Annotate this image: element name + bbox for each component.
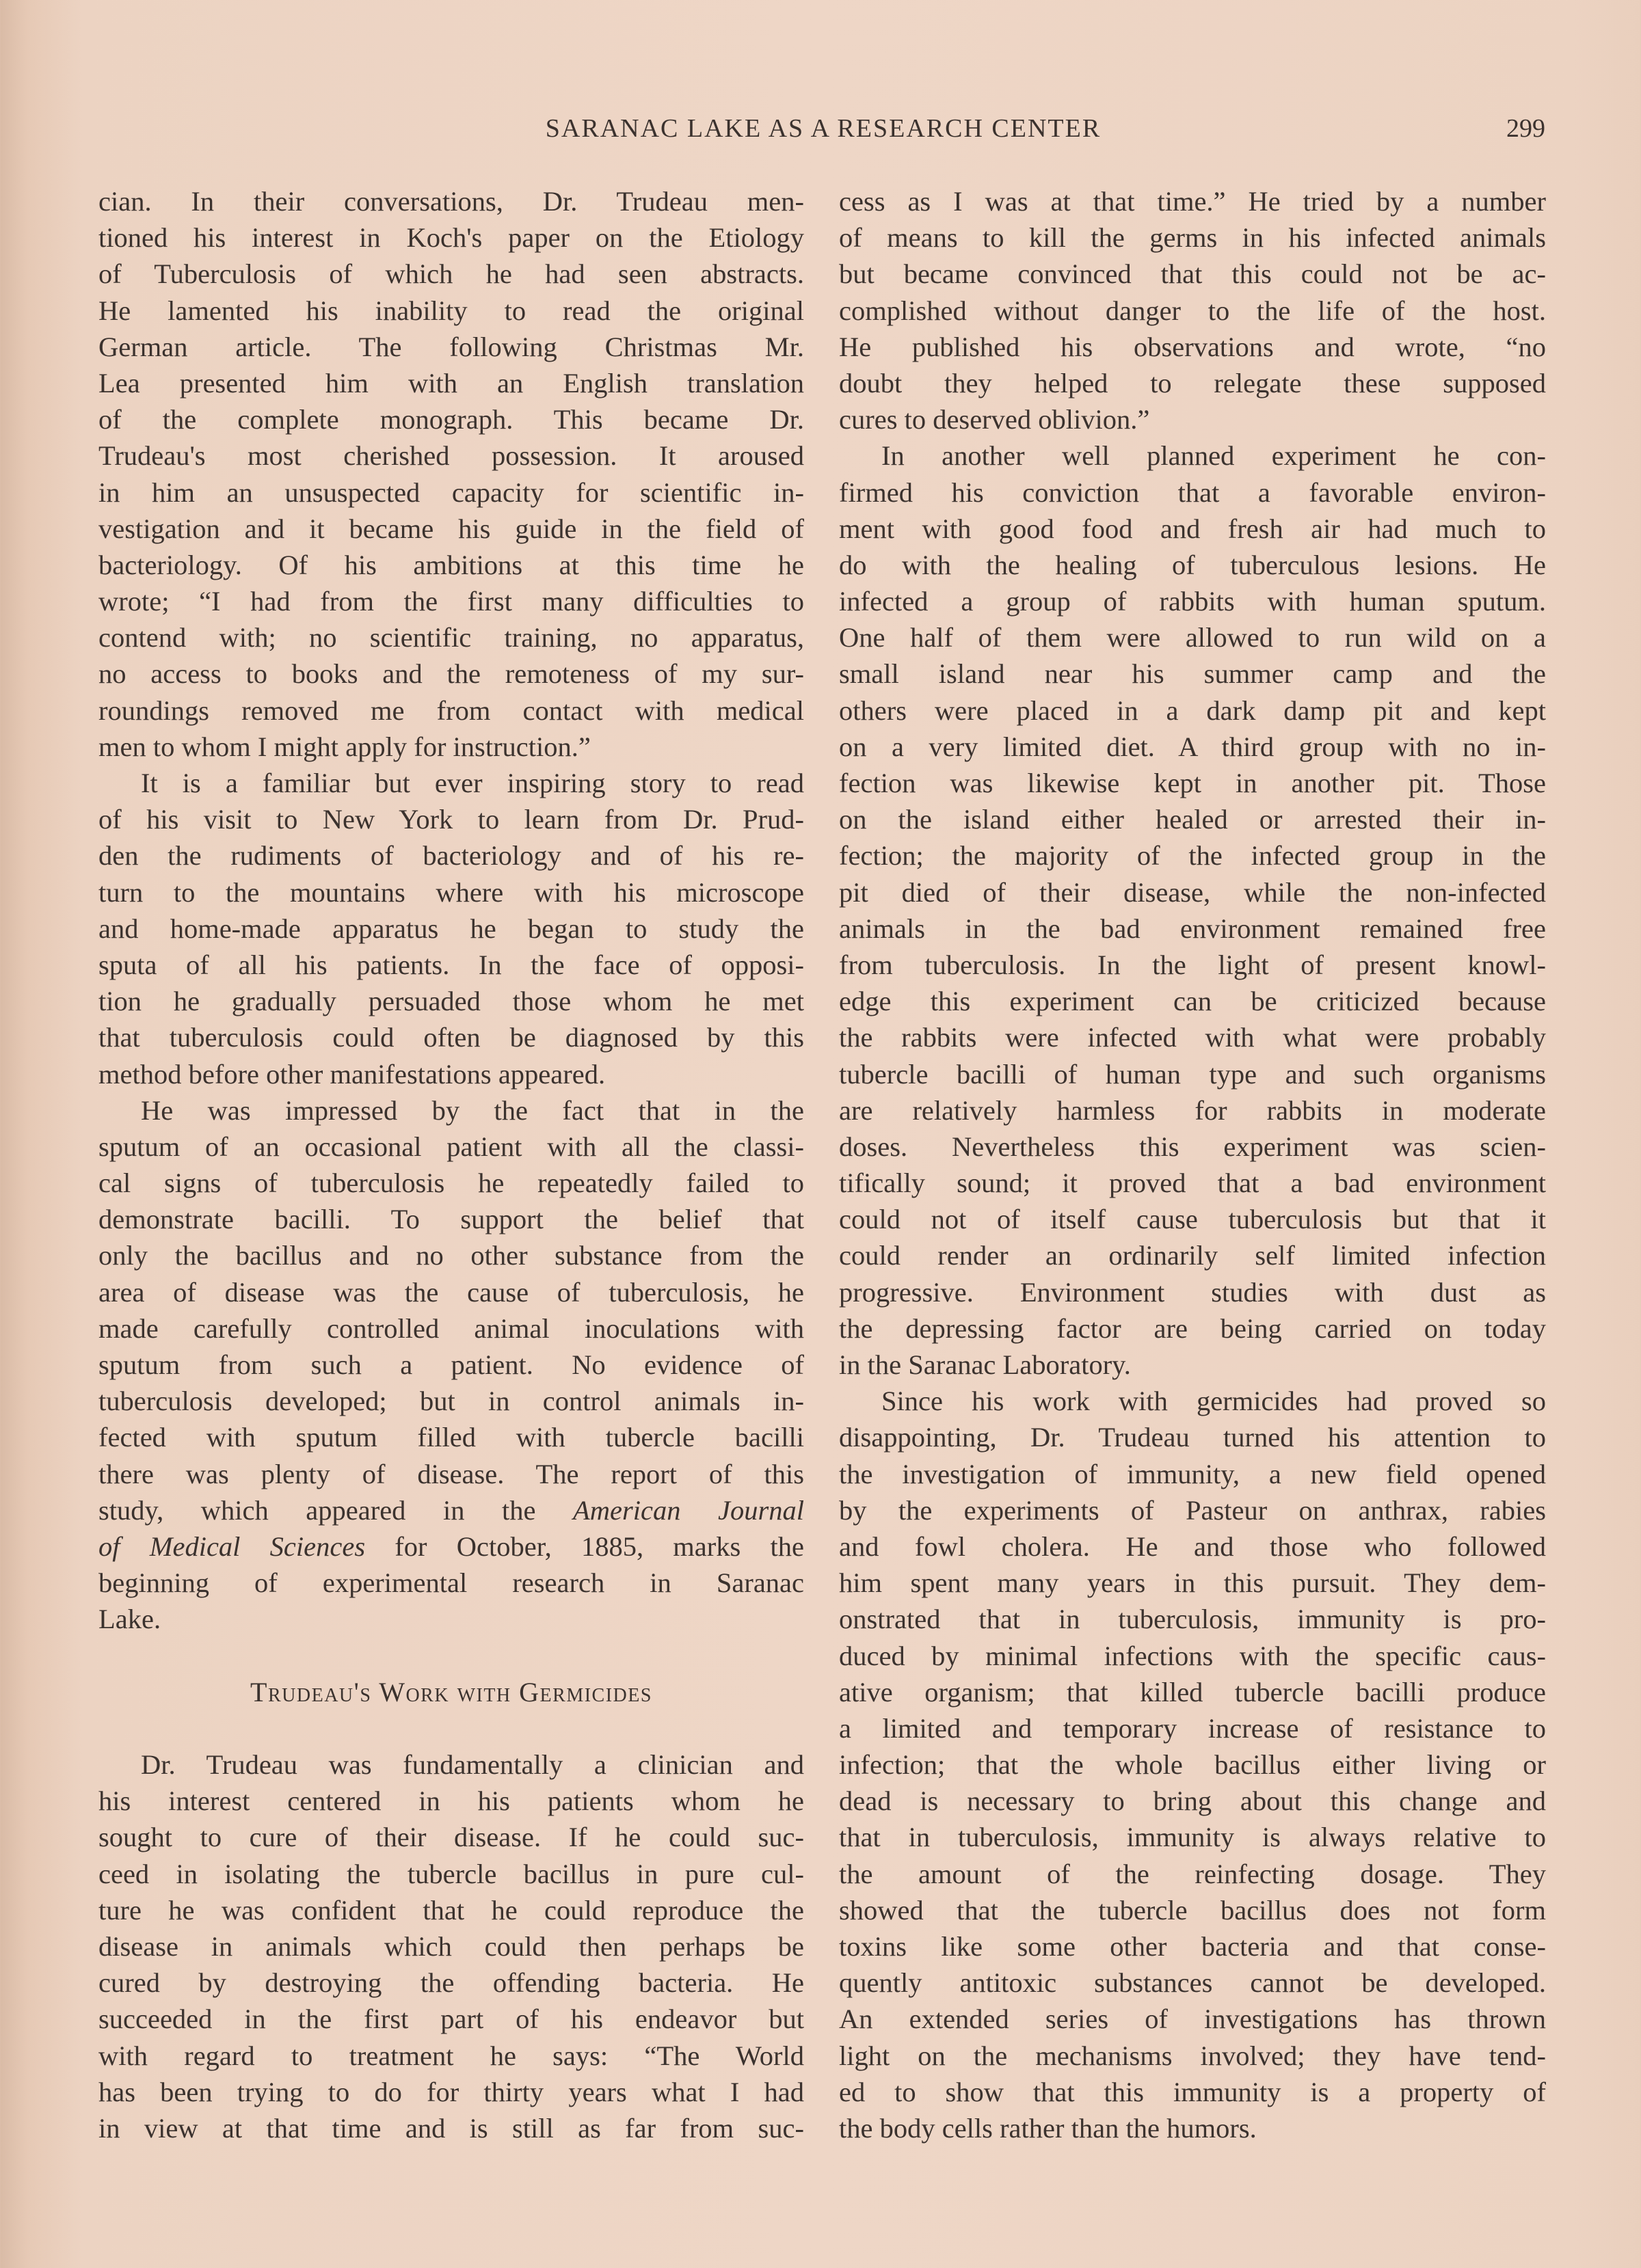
text-line: quently antitoxic substances cannot be developed. [839, 1967, 1546, 1999]
text-line [98, 1492, 804, 1528]
text-line: It is a familiar but ever inspiring story to read [141, 768, 804, 798]
text-line: edge this experiment can be criticized because [839, 986, 1546, 1017]
text-line: small island near his summer camp and the [839, 658, 1546, 690]
text-line: He was impressed by the fact that in the [141, 1094, 804, 1126]
text-line: fection; the majority of the infected group in the [839, 840, 1546, 872]
text-line: vestigation and it became his guide in the field of [98, 513, 804, 544]
text-line: cian. In their conversations, Dr. Trudeau men- [98, 186, 804, 217]
text-line: tioned his interest in Koch's paper on the Etiology [98, 222, 804, 254]
text-line: In another well planned experiment he con- [881, 440, 1546, 472]
text-line: cured by destroying the offending bacteria. He [98, 1967, 804, 1999]
text-line: den the rudiments of bacteriology and of his re- [98, 840, 804, 872]
text-line: in view at that time and is still as far from suc- [98, 2112, 804, 2144]
text-line: a limited and temporary increase of resistance to [839, 1712, 1546, 1744]
paragraph [98, 1092, 804, 1638]
text-line: beginning of experimental research in Saranac [98, 1567, 804, 1599]
text-line: of Tuberculosis of which he had seen abstracts. [98, 258, 804, 290]
text-line: fection was likewise kept in another pit. Those [839, 768, 1546, 798]
text-line: could not of itself cause tuberculosis but that it [839, 1204, 1546, 1235]
text-line: the body cells rather than the humors. [839, 2112, 1257, 2144]
section-heading: Trudeau's Work with Germicides [250, 1676, 652, 1707]
text-line: the rabbits were infected with what were probably [839, 1022, 1546, 1053]
paragraph [98, 765, 804, 1092]
text-line: doubt they helped to relegate these supposed [839, 367, 1546, 399]
text-line: fected with sputum filled with tubercle bacilli [98, 1422, 804, 1453]
text-line: cal signs of tuberculosis he repeatedly failed to [98, 1167, 804, 1199]
running-title: SARANAC LAKE AS A RESEARCH CENTER [545, 114, 1102, 143]
text-line: cess as I was at that time.” He tried by a number [839, 186, 1546, 217]
text-line: but became convinced that this could not be ac- [839, 258, 1546, 290]
text-line: sputum from such a patient. No evidence of [98, 1349, 804, 1380]
text-line: sputum of an occasional patient with all the classi- [98, 1131, 804, 1162]
text-line: progressive. Environment studies with dust as [839, 1276, 1546, 1308]
page-number: 299 [1506, 114, 1545, 143]
text-line: onstrated that in tuberculosis, immunity is pro- [839, 1604, 1546, 1635]
text-line [98, 1528, 804, 1565]
text-line: showed that the tubercle bacillus does not form [839, 1894, 1546, 1926]
italic-title: of Medical Sciences [98, 1530, 366, 1562]
text-line: ment with good food and fresh air had much to [839, 513, 1546, 544]
text-line: cures to deserved oblivion.” [839, 404, 1150, 435]
text-line: One half of them were allowed to run wild on a [839, 622, 1546, 653]
text-line: disease in animals which could then perhaps be [98, 1931, 804, 1962]
italic-title: American Journal [573, 1494, 804, 1526]
text-line: that tuberculosis could often be diagnosed by this [98, 1022, 804, 1053]
text-line: method before other manifestations appeared. [98, 1058, 606, 1090]
text-line: wrote; “I had from the first many difficulties to [98, 586, 804, 617]
text-line: pit died of their disease, while the non-infected [839, 876, 1546, 908]
text-line: He published his observations and wrote, “no [839, 331, 1546, 362]
paragraph [98, 183, 804, 765]
text-line: could render an ordinarily self limited infection [839, 1240, 1546, 1271]
text-line: Dr. Trudeau was fundamentally a clinician and [141, 1749, 804, 1781]
text-line: sputa of all his patients. In the face of opposi- [98, 949, 804, 980]
text-line: infected a group of rabbits with human sputum. [839, 586, 1546, 617]
text-line: light on the mechanisms involved; they have tend- [839, 2040, 1546, 2071]
text-line: doses. Nevertheless this experiment was scien- [839, 1131, 1546, 1162]
text-line: demonstrate bacilli. To support the belief that [98, 1204, 804, 1235]
text-line: only the bacillus and no other substance from the [98, 1240, 804, 1271]
text-line: do with the healing of tuberculous lesions. He [839, 549, 1546, 580]
text-line: toxins like some other bacteria and that conse- [839, 1931, 1546, 1962]
text-line: disappointing, Dr. Trudeau turned his attention to [839, 1422, 1546, 1453]
text-line: the amount of the reinfecting dosage. They [839, 1858, 1546, 1889]
text-line: contend with; no scientific training, no apparatus, [98, 622, 804, 653]
text-line: firmed his conviction that a favorable environ- [839, 476, 1546, 508]
text-line: in the Saranac Laboratory. [839, 1349, 1131, 1380]
text-line: and home-made apparatus he began to study the [98, 913, 804, 944]
text-segment: for October, 1885, marks the [365, 1530, 804, 1562]
paragraph [98, 1746, 804, 2146]
text-line: his interest centered in his patients whom he [98, 1785, 804, 1817]
text-line: of his visit to New York to learn from Dr. Prud- [98, 804, 804, 835]
text-line: tubercle bacilli of human type and such organisms [839, 1058, 1546, 1090]
text-line: no access to books and the remoteness of my sur- [98, 658, 804, 690]
text-line: sought to cure of their disease. If he could suc- [98, 1822, 804, 1853]
left-column [98, 183, 804, 2146]
paragraph [839, 437, 1546, 1383]
text-line: tifically sound; it proved that a bad environment [839, 1167, 1546, 1199]
text-line: in him an unsuspected capacity for scientific in- [98, 476, 804, 508]
text-line: ed to show that this immunity is a property of [839, 2076, 1546, 2107]
text-line: on the island either healed or arrested their in- [839, 804, 1546, 835]
text-line: area of disease was the cause of tuberculosis, he [98, 1276, 804, 1308]
text-line: turn to the mountains where with his microscope [98, 876, 804, 908]
text-line: Lea presented him with an English translation [98, 367, 804, 399]
paragraph [839, 1383, 1546, 2146]
text-line: of means to kill the germs in his infected animals [839, 222, 1546, 254]
right-column [839, 183, 1546, 2146]
text-line: duced by minimal infections with the specific caus- [839, 1640, 1546, 1671]
text-line: others were placed in a dark damp pit and kept [839, 694, 1546, 726]
text-line: succeeded in the first part of his endeavor but [98, 2003, 804, 2035]
text-line: from tuberculosis. In the light of present knowl- [839, 949, 1546, 980]
text-line: infection; that the whole bacillus either living or [839, 1749, 1546, 1781]
text-line: ative organism; that killed tubercle bacilli produce [839, 1676, 1546, 1707]
text-line: are relatively harmless for rabbits in moderate [839, 1094, 1546, 1126]
text-line: An extended series of investigations has thrown [839, 2003, 1546, 2035]
text-line: made carefully controlled animal inoculations with [98, 1312, 804, 1344]
text-line: tion he gradually persuaded those whom he met [98, 986, 804, 1017]
text-line: ceed in isolating the tubercle bacillus in pure cul- [98, 1858, 804, 1889]
text-line: and fowl cholera. He and those who followed [839, 1530, 1546, 1562]
text-line: by the experiments of Pasteur on anthrax, rabies [839, 1494, 1546, 1526]
paragraph [839, 183, 1546, 437]
text-line: Lake. [98, 1604, 161, 1635]
text-line: has been trying to do for thirty years what I had [98, 2076, 804, 2107]
text-line: men to whom I might apply for instruction.” [98, 731, 591, 762]
text-line: Trudeau's most cherished possession. It aroused [98, 440, 804, 472]
text-line: German article. The following Christmas Mr. [98, 331, 804, 362]
text-line: animals in the bad environment remained free [839, 913, 1546, 944]
text-line: complished without danger to the life of the host. [839, 295, 1546, 326]
text-line: the investigation of immunity, a new field opened [839, 1458, 1546, 1489]
text-line: He lamented his inability to read the original [98, 295, 804, 326]
text-line: of the complete monograph. This became Dr. [98, 404, 804, 435]
text-line: with regard to treatment he says: “The World [98, 2040, 804, 2071]
text-line: the depressing factor are being carried on today [839, 1312, 1546, 1344]
text-line: him spent many years in this pursuit. They dem- [839, 1567, 1546, 1599]
text-segment: study, which appeared in the [98, 1494, 574, 1526]
text-line: on a very limited diet. A third group with no in- [839, 731, 1546, 762]
text-line: that in tuberculosis, immunity is always relative to [839, 1822, 1546, 1853]
text-line: tuberculosis developed; but in control animals in- [98, 1386, 804, 1417]
text-line: bacteriology. Of his ambitions at this time he [98, 549, 804, 580]
text-line: there was plenty of disease. The report of this [98, 1458, 804, 1489]
text-line: roundings removed me from contact with medical [98, 694, 804, 726]
text-line: dead is necessary to bring about this change and [839, 1785, 1546, 1817]
text-line: Since his work with germicides had proved so [881, 1386, 1546, 1417]
text-line: ture he was confident that he could reproduce the [98, 1894, 804, 1926]
